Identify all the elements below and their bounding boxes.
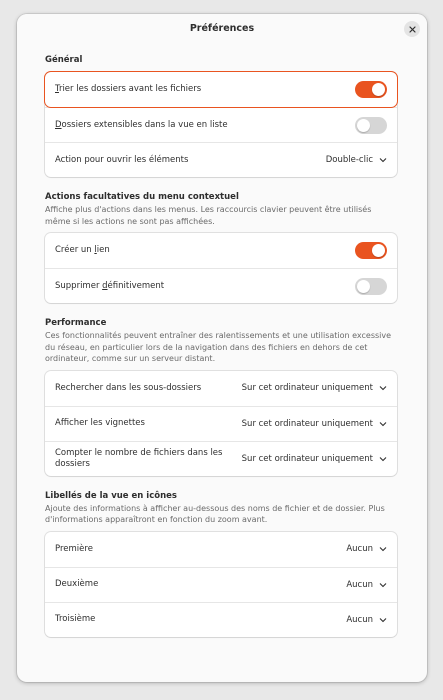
- delete-permanently-toggle[interactable]: [355, 278, 387, 295]
- delete-permanently-label: Supprimer définitivement: [55, 280, 165, 291]
- second-label-value: Aucun: [346, 579, 373, 590]
- expandable-folders-toggle[interactable]: [355, 117, 387, 134]
- chevron-down-icon: [379, 421, 387, 427]
- third-label-row[interactable]: [45, 602, 397, 637]
- search-subfolders-row[interactable]: [45, 371, 397, 406]
- first-label-label: Première: [55, 543, 93, 554]
- third-label-label: Troisième: [55, 614, 96, 625]
- show-thumbnails-dropdown[interactable]: [242, 419, 387, 429]
- second-label-label: Deuxième: [55, 579, 99, 590]
- close-button[interactable]: [404, 21, 420, 37]
- open-action-row[interactable]: [45, 142, 397, 177]
- chevron-down-icon: [379, 617, 387, 623]
- open-action-label: Action pour ouvrir les éléments: [55, 154, 189, 165]
- title-bar: [17, 14, 427, 44]
- count-files-dropdown[interactable]: [242, 454, 387, 464]
- expandable-folders-row[interactable]: [45, 107, 397, 142]
- chevron-down-icon: [379, 456, 387, 462]
- second-label-dropdown[interactable]: [346, 580, 387, 590]
- preferences-content: [45, 54, 397, 637]
- open-action-dropdown[interactable]: [326, 155, 387, 165]
- icon-labels-card: [45, 532, 397, 637]
- delete-permanently-row[interactable]: [45, 268, 397, 303]
- section-title-performance: Performance: [45, 318, 107, 328]
- section-title-general: Général: [45, 55, 83, 65]
- sort-folders-label: Trier les dossiers avant les fichiers: [55, 84, 202, 95]
- chevron-down-icon: [379, 385, 387, 391]
- section-title-context-menu: Actions facultatives du menu contextuel: [45, 192, 239, 202]
- show-thumbnails-label: Afficher les vignettes: [55, 418, 145, 429]
- search-subfolders-value: Sur cet ordinateur uniquement: [241, 383, 373, 393]
- search-subfolders-dropdown[interactable]: [242, 383, 387, 393]
- count-files-value: Sur cet ordinateur uniquement: [241, 453, 373, 464]
- count-files-label: Compter le nombre de fichiers dans les dossiers: [55, 448, 223, 469]
- section-title-icon-labels: Libellés de la vue en icônes: [45, 490, 177, 501]
- sort-folders-toggle[interactable]: [355, 81, 387, 98]
- first-label-value: Aucun: [346, 544, 373, 554]
- chevron-down-icon: [379, 157, 387, 163]
- performance-card: [45, 371, 397, 476]
- expandable-folders-label: Dossiers extensibles dans la vue en liste: [55, 119, 228, 130]
- create-link-row[interactable]: [45, 233, 397, 268]
- search-subfolders-label: Rechercher dans les sous-dossiers: [55, 382, 202, 393]
- section-desc-performance: Ces fonctionnalités peuvent entraîner des ralentissements et une utilisation excessive du réseau, en particulier lors de la navigation dans des fichiers en dehors de cet ordinateur, comme sur un serveur distant.: [45, 331, 392, 363]
- first-label-row[interactable]: [45, 532, 397, 567]
- third-label-dropdown[interactable]: [346, 615, 387, 625]
- open-action-value: Double-clic: [325, 155, 373, 165]
- third-label-value: Aucun: [346, 614, 373, 625]
- context-menu-card: [45, 233, 397, 303]
- preferences-window: [17, 14, 427, 682]
- first-label-dropdown[interactable]: [346, 544, 387, 554]
- chevron-down-icon: [379, 582, 387, 588]
- section-desc-icon-labels: Ajoute des informations à afficher au-dessous des noms de fichier et de dossier. Plus d'informations apparaîtront en fonction du zoom avant.: [45, 503, 385, 524]
- close-icon: [409, 26, 416, 33]
- second-label-row[interactable]: [45, 567, 397, 602]
- create-link-label: Créer un lien: [55, 245, 110, 256]
- section-desc-context-menu: Affiche plus d'actions dans les menus. Les raccourcis clavier peuvent être utilisés même si les actions ne sont pas affichées.: [45, 205, 372, 226]
- general-card: [45, 72, 397, 177]
- create-link-toggle[interactable]: [355, 242, 387, 259]
- count-files-row[interactable]: [45, 441, 397, 476]
- window-title: Préférences: [189, 23, 255, 34]
- show-thumbnails-value: Sur cet ordinateur uniquement: [241, 418, 373, 429]
- chevron-down-icon: [379, 546, 387, 552]
- show-thumbnails-row[interactable]: [45, 406, 397, 441]
- sort-folders-row[interactable]: [45, 72, 397, 107]
